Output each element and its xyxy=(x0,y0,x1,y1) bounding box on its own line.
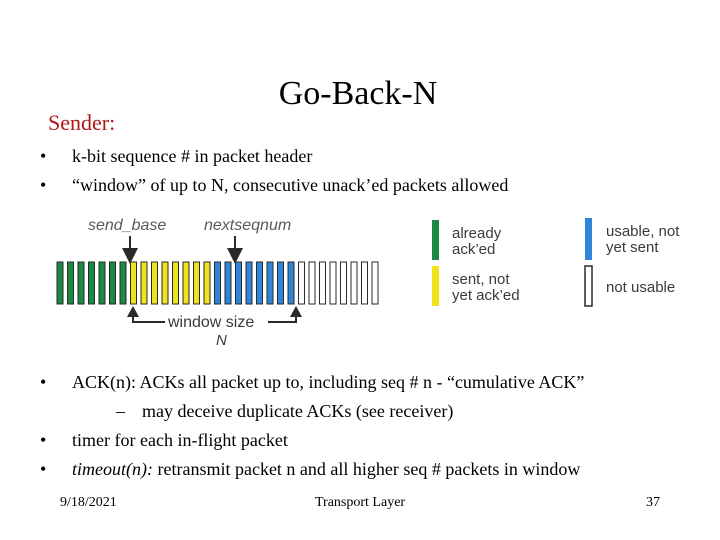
packet-not-usable xyxy=(351,262,357,304)
window-size-label: window size xyxy=(168,314,255,331)
packet-sent-unacked xyxy=(204,262,210,304)
bullet-window xyxy=(40,171,700,200)
send-base-label: send_base xyxy=(88,217,167,234)
footer-page-number: 37 xyxy=(646,495,660,510)
nextseqnum-label: nextseqnum xyxy=(204,217,292,234)
bottom-bullet-list xyxy=(40,368,710,484)
bullet-marker: • xyxy=(40,430,47,450)
packet-usable xyxy=(278,262,284,304)
sender-label: Sender: xyxy=(48,110,116,135)
packet-not-usable xyxy=(320,262,326,304)
bullet-marker: • xyxy=(40,459,47,479)
packet-usable xyxy=(215,262,221,304)
packet-acked xyxy=(68,262,74,304)
legend-usable-swatch xyxy=(585,218,592,260)
packet-acked xyxy=(78,262,84,304)
bullet-text: k-bit sequence # in packet header xyxy=(72,146,313,166)
packet-sent-unacked xyxy=(173,262,179,304)
packet-acked xyxy=(57,262,63,304)
packet-sent-unacked xyxy=(194,262,200,304)
packet-sequence xyxy=(57,262,378,304)
packet-sent-unacked xyxy=(141,262,147,304)
bullet-marker: • xyxy=(40,175,47,195)
bullet-sequence-number xyxy=(40,142,700,171)
legend-acked-swatch xyxy=(432,220,439,260)
legend-notusable-swatch xyxy=(585,266,592,306)
bullet-ack xyxy=(40,368,710,397)
packet-not-usable xyxy=(341,262,347,304)
footer-date: 9/18/2021 xyxy=(60,495,117,510)
slide-title: Go-Back-N xyxy=(278,75,438,112)
packet-usable xyxy=(267,262,273,304)
packet-usable xyxy=(225,262,231,304)
bullet-text: timer for each in-flight packet xyxy=(72,430,288,450)
legend-notusable-label: not usable xyxy=(606,279,676,296)
packet-not-usable xyxy=(372,262,378,304)
packet-not-usable xyxy=(299,262,305,304)
packet-acked xyxy=(110,262,116,304)
legend-usable-label-2: yet sent xyxy=(606,239,659,256)
window-size-arrowhead-right xyxy=(290,306,302,317)
packet-sent-unacked xyxy=(183,262,189,304)
packet-usable xyxy=(288,262,294,304)
legend-acked-label-1: already xyxy=(452,225,502,242)
window-size-arrow-right xyxy=(268,308,296,322)
packet-usable xyxy=(257,262,263,304)
legend-usable-label-1: usable, not xyxy=(606,223,680,240)
timeout-description: retransmit packet n and all higher seq # packets in window xyxy=(152,459,581,479)
legend-sent-swatch xyxy=(432,266,439,306)
packet-sent-unacked xyxy=(162,262,168,304)
top-bullet-list xyxy=(40,142,700,200)
window-size-arrowhead-left xyxy=(127,306,139,317)
footer-title: Transport Layer xyxy=(315,495,406,510)
sub-bullet-marker: – xyxy=(116,401,125,421)
window-n-label: N xyxy=(216,332,227,349)
bullet-text xyxy=(72,455,580,484)
bullet-marker: • xyxy=(40,146,47,166)
bullet-text: ACK(n): ACKs all packet up to, including seq # n - “cumulative ACK” xyxy=(72,372,585,392)
packet-usable xyxy=(236,262,242,304)
bullet-timeout xyxy=(40,455,710,484)
legend-acked-label-2: ack’ed xyxy=(452,241,496,258)
packet-not-usable xyxy=(330,262,336,304)
packet-not-usable xyxy=(309,262,315,304)
packet-sent-unacked xyxy=(152,262,158,304)
sub-bullet-text: may deceive duplicate ACKs (see receiver) xyxy=(142,401,454,421)
packet-acked xyxy=(120,262,126,304)
packet-acked xyxy=(99,262,105,304)
legend-sent-label-1: sent, not xyxy=(452,271,510,288)
packet-not-usable xyxy=(362,262,368,304)
timeout-term: timeout(n): xyxy=(72,459,153,479)
packet-acked xyxy=(89,262,95,304)
packet-sent-unacked xyxy=(131,262,137,304)
sub-bullet-duplicate-acks xyxy=(40,397,710,426)
bullet-text: “window” of up to N, consecutive unack’ed packets allowed xyxy=(72,175,509,195)
bullet-marker: • xyxy=(40,372,47,392)
legend-sent-label-2: yet ack’ed xyxy=(452,287,520,304)
packet-usable xyxy=(246,262,252,304)
window-size-arrow-left xyxy=(133,308,165,322)
bullet-timer xyxy=(40,426,710,455)
